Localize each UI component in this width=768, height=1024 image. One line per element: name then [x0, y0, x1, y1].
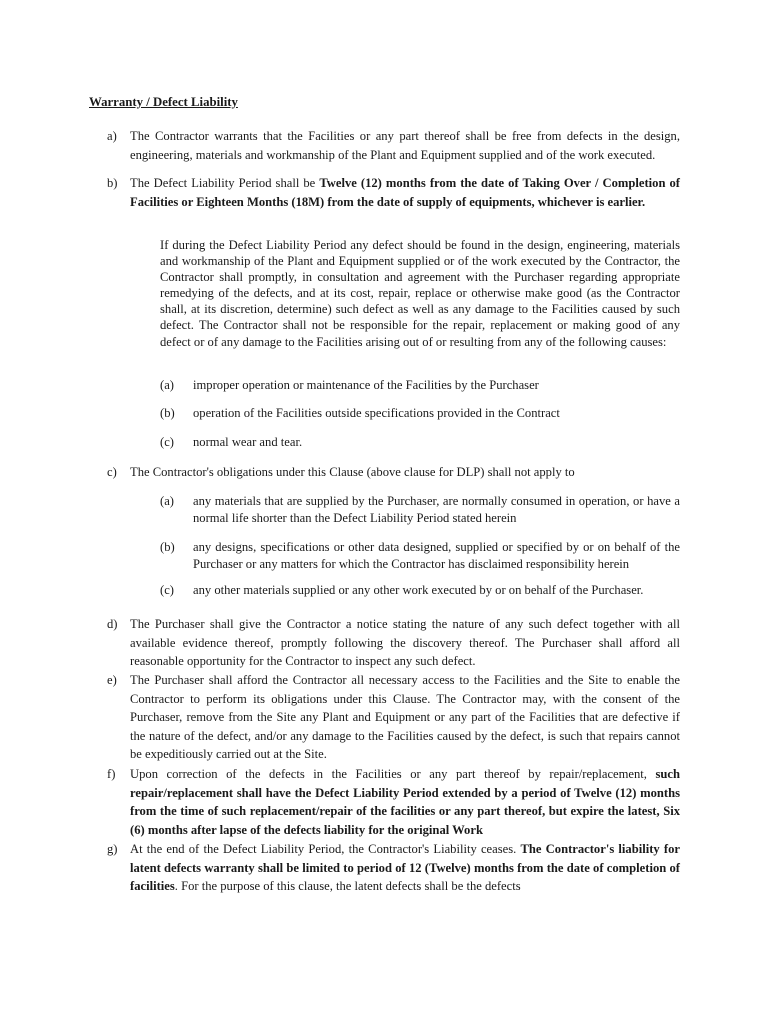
- clause-b: [108, 174, 680, 211]
- clause-marker: e): [107, 673, 117, 687]
- clause-text-segment: The Purchaser shall afford the Contractor all necessary access to the Facilities and the Site to enable the Contractor to perform its obligations under this Clause. The Contractor may, with the consent of the Purchaser, remove from the Site any Plant and Equipment or any part of the Facilities that are defective if the nature of the defect, and/or any damage to the Facilities caused by the defect, is such that repairs cannot be expeditiously carried out at the Site.: [130, 673, 680, 762]
- clause-marker: b): [107, 176, 118, 190]
- clause-text-bold: The Contractor's liability for latent defects warranty shall be limited to period of 12 (Twelve) months from the date of completion of facilities: [130, 842, 680, 894]
- clause-text: [130, 127, 680, 164]
- clause-c: [108, 463, 680, 482]
- clause-marker: a): [107, 129, 117, 143]
- sub-item: [160, 539, 680, 573]
- sub-item-marker: (b): [160, 540, 175, 554]
- sub-item-marker: (b): [160, 406, 175, 420]
- sub-item-text: any other materials supplied or any other work executed by or on behalf of the Purchaser.: [193, 583, 644, 597]
- sub-item: [160, 582, 680, 599]
- clause-f: [108, 765, 680, 839]
- clause-text-bold: such repair/replacement shall have the Defect Liability Period extended by a period of Twelve (12) months from the time of such replacement/repair of the facilities or any part thereof, but expire the latest, Six (6) months after lapse of the defects liability for the original Work: [130, 767, 680, 837]
- clause-text: [130, 174, 680, 211]
- clause-text: [130, 671, 680, 764]
- clause-text: [130, 765, 680, 839]
- clause-text: [130, 463, 680, 482]
- sub-item: [160, 434, 680, 451]
- sub-item: [160, 405, 680, 422]
- sub-item-marker: (c): [160, 435, 174, 449]
- sub-item-marker: (c): [160, 583, 174, 597]
- clause-a: [108, 127, 680, 164]
- clause-text-segment: . For the purpose of this clause, the latent defects shall be the defects: [174, 879, 521, 894]
- clause-text-segment: The Contractor's obligations under this Clause (above clause for DLP) shall not apply to: [130, 465, 575, 479]
- clause-text: [130, 615, 680, 671]
- clause-e: [108, 671, 680, 764]
- sub-item-text: normal wear and tear.: [193, 435, 303, 449]
- clause-marker: g): [107, 842, 118, 856]
- clause-marker: c): [107, 465, 117, 479]
- clause-text-segment: Upon correction of the defects in the Facilities or any part thereof by repair/replacement,: [130, 767, 656, 781]
- clause-marker: d): [107, 617, 118, 631]
- clause-text-bold: Twelve (12) months from the date of Taking Over / Completion of Facilities or Eighteen Months (18M) from the date of supply of equipments, whichever is earlier.: [130, 176, 680, 209]
- sub-item-marker: (a): [160, 494, 174, 508]
- clause-d: [108, 615, 680, 671]
- sub-item: [160, 377, 680, 394]
- section-heading: Warranty / Defect Liability: [89, 95, 238, 109]
- sub-item-marker: (a): [160, 378, 174, 392]
- sub-item-text: any designs, specifications or other data designed, supplied or specified by or on behalf of the Purchaser or any matters for which the Contractor has disclaimed responsibility herein: [193, 540, 680, 571]
- sub-item-text: improper operation or maintenance of the Facilities by the Purchaser: [193, 378, 539, 392]
- sub-item: [160, 493, 680, 527]
- sub-item-text: operation of the Facilities outside specifications provided in the Contract: [193, 406, 560, 420]
- clause-text-segment: The Purchaser shall give the Contractor a notice stating the nature of any such defect together with all available evidence thereof, promptly following the discovery thereof. The Purchaser shall afford all reasonable opportunity for the Contractor to inspect any such defect.: [130, 617, 680, 669]
- defect-paragraph: If during the Defect Liability Period any defect should be found in the design, engineering, materials and workmanship of the Plant and Equipment supplied or of the work executed by the Contractor, the Contractor shall promptly, in consultation and agreement with the Purchaser regarding appropriate remedying of the defects, and at its cost, repair, replace or otherwise make good (as the Contractor shall, at its discretion, determine) such defect as well as any damage to the Facilities caused by such defect. The Contractor shall not be responsible for the repair, replacement or making good of any defect or of any damage to the Facilities arising out of or resulting from any of the following causes:: [160, 238, 680, 349]
- clause-g: [108, 840, 680, 896]
- clause-text-segment: The Defect Liability Period shall be: [130, 176, 320, 190]
- clause-text: [130, 840, 680, 896]
- clause-text-segment: At the end of the Defect Liability Period, the Contractor's Liability ceases.: [130, 842, 521, 856]
- clause-marker: f): [107, 767, 116, 781]
- sub-item-text: any materials that are supplied by the Purchaser, are normally consumed in operation, or have a normal life shorter than the Defect Liability Period stated herein: [193, 494, 680, 525]
- clause-text-segment: The Contractor warrants that the Facilities or any part thereof shall be free from defects in the design, engineering, materials and workmanship of the Plant and Equipment supplied and of the work executed.: [130, 129, 680, 162]
